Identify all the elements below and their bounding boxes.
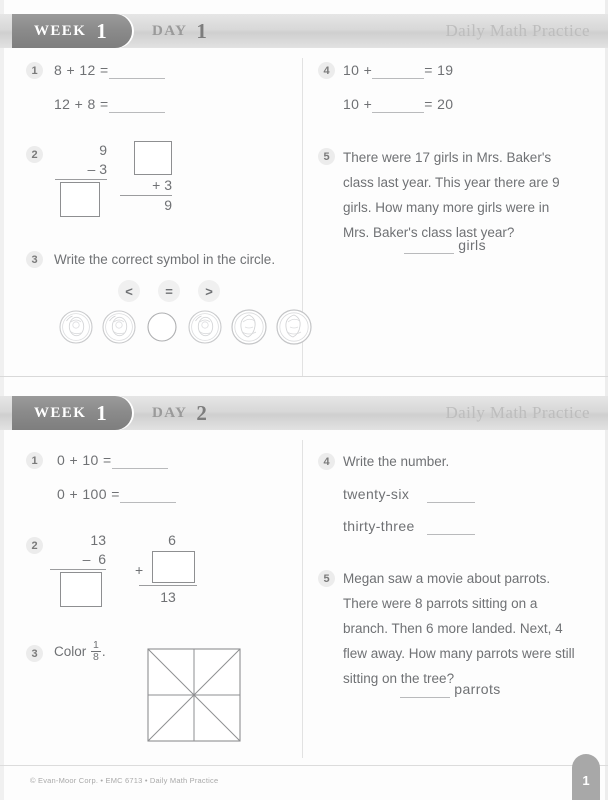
symbol-greater-than[interactable]: > xyxy=(198,280,220,302)
section-title-day1: Daily Math Practice xyxy=(445,21,590,40)
week-label: WEEK xyxy=(34,404,87,421)
problem-1-line-2-day2: 0 + 100 = xyxy=(57,486,176,503)
section-header-day1 xyxy=(0,14,608,48)
footer-divider xyxy=(0,765,608,766)
problem-4-row-2-day2 xyxy=(343,518,475,535)
sum: 9 xyxy=(164,197,172,213)
section-header-day2 xyxy=(0,396,608,430)
problem-5-text-day1: There were 17 girls in Mrs. Baker's class last year. This year there are 9 girls. How many more girls were in Mrs. Baker's class last year? xyxy=(343,150,560,240)
problem-5-answer-line-day2 xyxy=(400,681,501,698)
minuend: 13 xyxy=(90,532,106,548)
operator-plus-day2: + xyxy=(135,562,144,578)
problem-2-left-column-day1 xyxy=(55,141,107,180)
problem-4-row-1-day2 xyxy=(343,486,475,503)
problem-number-3-day2: 3 xyxy=(26,645,43,662)
week-number: 1 xyxy=(96,18,107,43)
problem-4-line-2-day1: 10 + = 20 xyxy=(343,96,454,112)
fraction-denominator: 8 xyxy=(93,651,99,663)
dime-coin-icon xyxy=(187,309,223,345)
problem-5-answer-line-day1 xyxy=(404,237,486,254)
minuend: 9 xyxy=(99,142,107,158)
answer-blank[interactable] xyxy=(112,452,168,469)
symbol-less-than[interactable]: < xyxy=(118,280,140,302)
section-title-day2: Daily Math Practice xyxy=(445,403,590,422)
subtrahend: – 6 xyxy=(50,550,106,570)
answer-blank[interactable] xyxy=(120,486,176,503)
problem-number-3-day1: 3 xyxy=(26,251,43,268)
problem-number-5-day2: 5 xyxy=(318,570,335,587)
addend-top: 6 xyxy=(168,532,176,548)
sum-rule xyxy=(139,585,197,586)
eighths-square-diagram[interactable] xyxy=(146,647,242,743)
answer-blank[interactable] xyxy=(427,486,475,503)
problem-1-line-1-day2: 0 + 10 = xyxy=(57,452,168,469)
answer-blank[interactable] xyxy=(404,237,454,254)
answer-blank[interactable] xyxy=(109,62,165,79)
day-number: 2 xyxy=(196,400,207,425)
problem-number-2-day2: 2 xyxy=(26,537,43,554)
answer-circle[interactable] xyxy=(144,309,180,345)
fraction-numerator: 1 xyxy=(93,639,99,651)
day-tab-day2 xyxy=(152,396,207,430)
problem-3-prompt-day1: Write the correct symbol in the circle. xyxy=(54,252,276,267)
problem-number-1-day2: 1 xyxy=(26,452,43,469)
problem-1-line-1-day1: 8 + 12 = xyxy=(54,62,165,79)
nickel-coin-icon xyxy=(230,308,268,346)
answer-box[interactable] xyxy=(134,141,172,175)
answer-blank[interactable] xyxy=(109,96,165,113)
problem-number-4-day1: 4 xyxy=(318,62,335,79)
coin-row-day1 xyxy=(58,308,313,346)
problem-number-5-day1: 5 xyxy=(318,148,335,165)
number-word: thirty-three xyxy=(343,518,415,534)
symbol-choices-day1 xyxy=(118,280,220,302)
number-word: twenty-six xyxy=(343,486,410,502)
addend: + 3 xyxy=(120,176,172,196)
answer-blank[interactable] xyxy=(372,62,424,79)
prompt-period: . xyxy=(101,644,106,660)
column-divider-day2 xyxy=(302,440,303,758)
day-tab-day1 xyxy=(152,14,207,48)
week-tab-day2 xyxy=(12,396,132,430)
page-number-badge: 1 xyxy=(572,754,600,800)
problem-2-sum-day2: 13 xyxy=(160,589,176,605)
answer-blank[interactable] xyxy=(427,518,475,535)
problem-2-left-column-day2 xyxy=(50,531,106,570)
answer-box[interactable] xyxy=(60,572,102,607)
nickel-coin-icon xyxy=(275,308,313,346)
week-number: 1 xyxy=(96,400,107,425)
problem-4-prompt-day2: Write the number. xyxy=(343,454,450,469)
dime-coin-icon xyxy=(58,309,94,345)
symbol-equals[interactable]: = xyxy=(158,280,180,302)
answer-blank[interactable] xyxy=(400,681,450,698)
week-label: WEEK xyxy=(34,22,87,39)
dime-coin-icon xyxy=(101,309,137,345)
problem-4-line-1-day1: 10 + = 19 xyxy=(343,62,454,78)
problem-number-2-day1: 2 xyxy=(26,146,43,163)
problem-number-4-day2: 4 xyxy=(318,453,335,470)
problem-2-right-column-day1 xyxy=(120,176,172,215)
day-number: 1 xyxy=(196,18,207,43)
problem-3-prompt-day2 xyxy=(54,641,106,664)
week-tab-day1 xyxy=(12,14,132,48)
answer-blank[interactable] xyxy=(372,96,424,113)
answer-unit: parrots xyxy=(454,681,501,697)
fraction-one-eighth xyxy=(91,640,101,663)
answer-box[interactable] xyxy=(152,551,195,583)
problem-2-right-top-day2 xyxy=(148,531,196,550)
color-prompt-text: Color xyxy=(54,644,87,660)
day-label: DAY xyxy=(152,404,188,421)
subtrahend: – 3 xyxy=(55,160,107,180)
answer-unit: girls xyxy=(458,237,486,253)
day-label: DAY xyxy=(152,22,188,39)
footer-credit: © Evan-Moor Corp. • EMC 6713 • Daily Math Practice xyxy=(30,776,219,785)
problem-5-text-day2: Megan saw a movie about parrots. There were 8 parrots sitting on a branch. Then 6 more landed. Next, 4 flew away. How many parrots were still sitting on the tree? xyxy=(343,571,575,686)
section-separator xyxy=(0,376,608,377)
answer-box[interactable] xyxy=(60,182,100,217)
problem-1-line-2-day1: 12 + 8 = xyxy=(54,96,165,113)
problem-number-1-day1: 1 xyxy=(26,62,43,79)
